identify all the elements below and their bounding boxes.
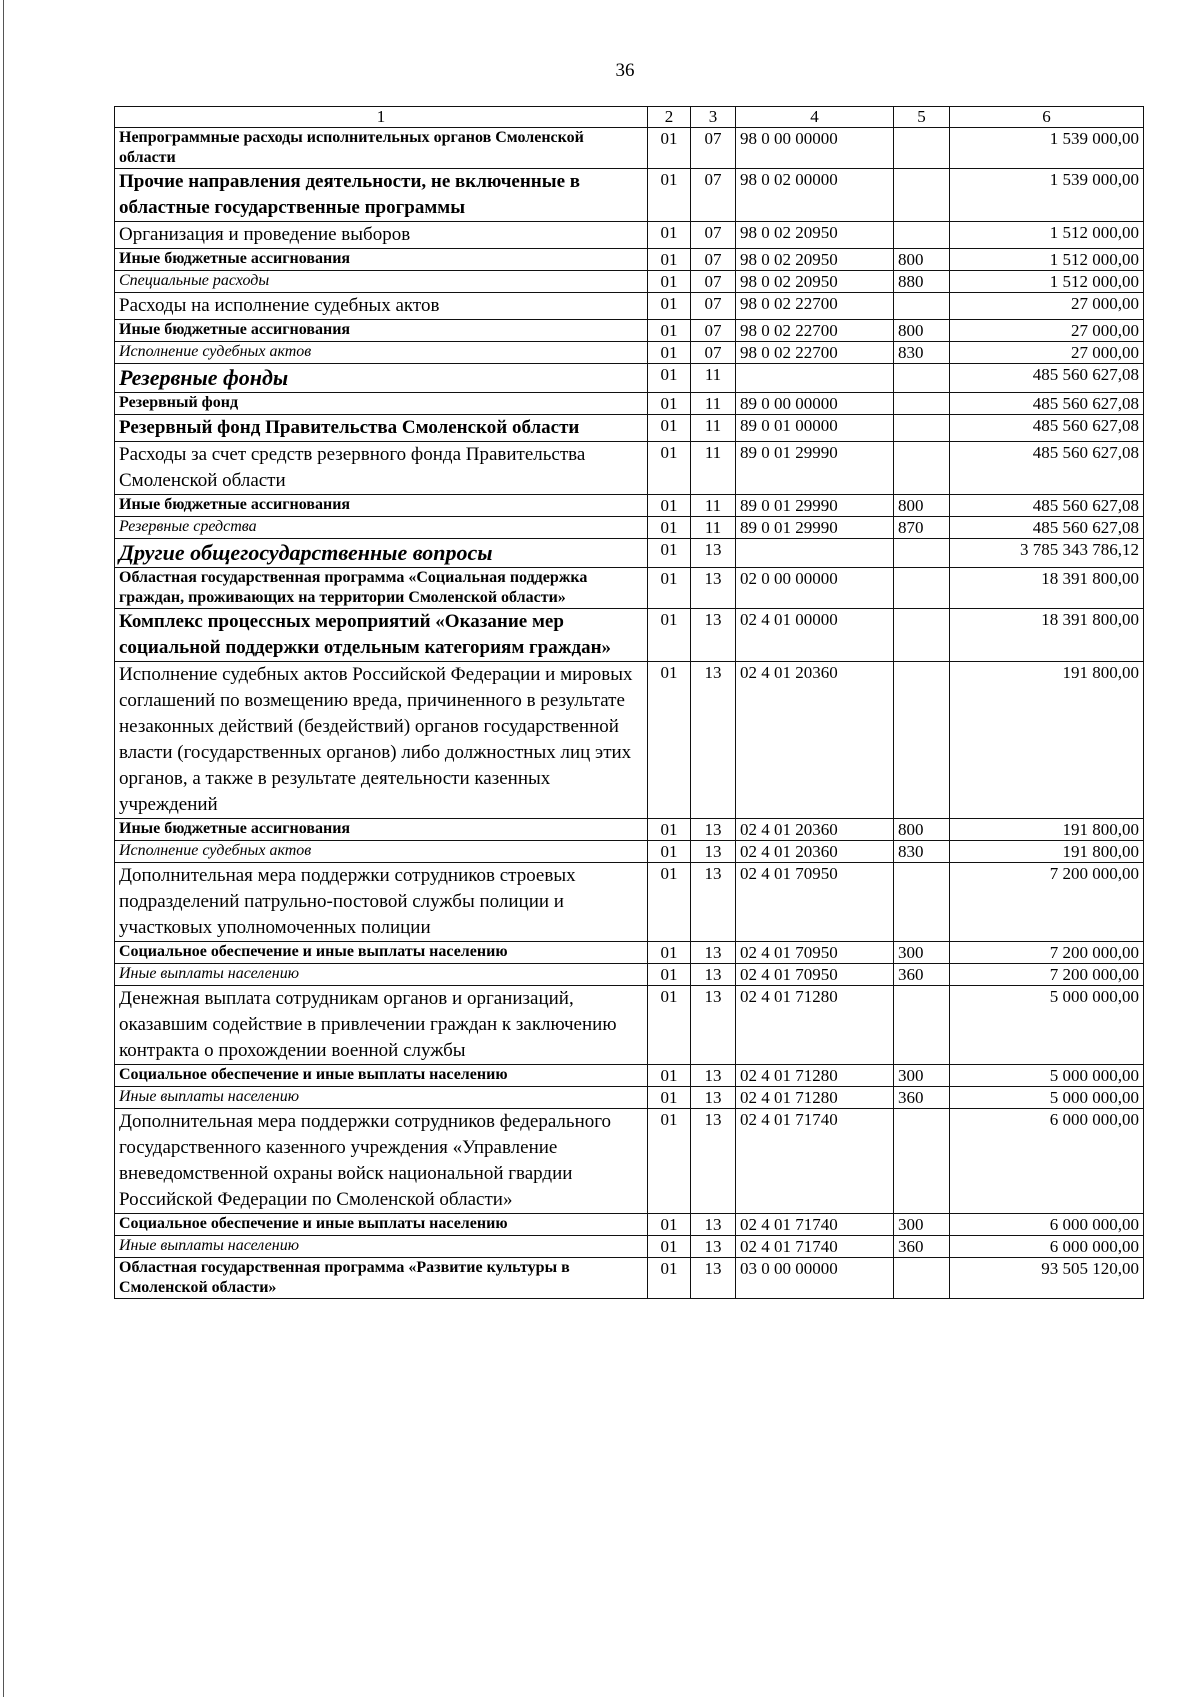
row-target-code-cell: 98 0 02 22700: [736, 320, 894, 342]
row-amount-cell: 7 200 000,00: [950, 863, 1144, 942]
header-cell-4: 4: [736, 107, 894, 128]
row-name-cell: Исполнение судебных актов: [115, 342, 648, 364]
row-subsection-code-cell: 07: [691, 293, 736, 320]
row-target-code-cell: 02 4 01 00000: [736, 609, 894, 662]
row-subsection-code-cell: 07: [691, 320, 736, 342]
row-name-cell: Иные выплаты населению: [115, 1087, 648, 1109]
row-expense-type-cell: 360: [894, 1087, 950, 1109]
row-section-code-cell: 01: [648, 819, 691, 841]
row-target-code-cell: 02 4 01 71740: [736, 1236, 894, 1258]
row-section-code-cell: 01: [648, 128, 691, 169]
row-amount-cell: 1 512 000,00: [950, 249, 1144, 271]
row-section-code-cell: 01: [648, 293, 691, 320]
row-subsection-code-cell: 13: [691, 568, 736, 609]
row-expense-type-cell: [894, 986, 950, 1065]
row-amount-cell: 27 000,00: [950, 293, 1144, 320]
row-subsection-code-cell: 11: [691, 517, 736, 539]
row-name-cell: Непрограммные расходы исполнительных органов Смоленской области: [115, 128, 648, 169]
row-target-code-cell: 98 0 00 00000: [736, 128, 894, 169]
row-section-code-cell: 01: [648, 169, 691, 222]
row-subsection-code-cell: 13: [691, 841, 736, 863]
row-amount-cell: 485 560 627,08: [950, 415, 1144, 442]
table-row: [115, 393, 1144, 415]
row-expense-type-cell: [894, 415, 950, 442]
row-section-code-cell: 01: [648, 539, 691, 568]
row-name-cell: Прочие направления деятельности, не включенные в областные государственные программы: [115, 169, 648, 222]
table-row: [115, 568, 1144, 609]
table-row: [115, 1258, 1144, 1299]
row-target-code-cell: 03 0 00 00000: [736, 1258, 894, 1299]
row-expense-type-cell: [894, 442, 950, 495]
row-subsection-code-cell: 13: [691, 1065, 736, 1087]
row-expense-type-cell: [894, 609, 950, 662]
row-target-code-cell: 98 0 02 00000: [736, 169, 894, 222]
row-target-code-cell: 02 4 01 20360: [736, 819, 894, 841]
table-row: [115, 1065, 1144, 1087]
row-expense-type-cell: 300: [894, 1065, 950, 1087]
row-name-cell: Иные бюджетные ассигнования: [115, 249, 648, 271]
row-section-code-cell: 01: [648, 964, 691, 986]
row-amount-cell: 191 800,00: [950, 662, 1144, 819]
row-section-code-cell: 01: [648, 415, 691, 442]
table-row: [115, 169, 1144, 222]
row-target-code-cell: 02 4 01 71740: [736, 1214, 894, 1236]
row-target-code-cell: 02 4 01 70950: [736, 964, 894, 986]
row-subsection-code-cell: 13: [691, 1214, 736, 1236]
row-target-code-cell: 89 0 01 29990: [736, 517, 894, 539]
row-target-code-cell: [736, 364, 894, 393]
row-section-code-cell: 01: [648, 568, 691, 609]
row-amount-cell: 485 560 627,08: [950, 495, 1144, 517]
row-target-code-cell: 89 0 00 00000: [736, 393, 894, 415]
row-target-code-cell: 98 0 02 22700: [736, 342, 894, 364]
table-row: [115, 1109, 1144, 1214]
header-cell-2: 2: [648, 107, 691, 128]
row-expense-type-cell: 800: [894, 320, 950, 342]
row-target-code-cell: 02 4 01 71740: [736, 1109, 894, 1214]
row-section-code-cell: 01: [648, 863, 691, 942]
row-expense-type-cell: 880: [894, 271, 950, 293]
row-name-cell: Дополнительная мера поддержки сотрудников строевых подразделений патрульно-постовой службы полиции и участковых уполномоченных полиции: [115, 863, 648, 942]
row-section-code-cell: 01: [648, 517, 691, 539]
row-name-cell: Комплекс процессных мероприятий «Оказание мер социальной поддержки отдельным категориям граждан»: [115, 609, 648, 662]
table-row: [115, 539, 1144, 568]
row-amount-cell: 5 000 000,00: [950, 1065, 1144, 1087]
row-name-cell: Специальные расходы: [115, 271, 648, 293]
budget-table-body: [115, 107, 1144, 1299]
table-row: [115, 819, 1144, 841]
table-row: [115, 271, 1144, 293]
row-expense-type-cell: [894, 293, 950, 320]
row-section-code-cell: 01: [648, 442, 691, 495]
table-row: [115, 863, 1144, 942]
table-row: [115, 320, 1144, 342]
header-cell-5: 5: [894, 107, 950, 128]
row-target-code-cell: 02 4 01 71280: [736, 1087, 894, 1109]
row-subsection-code-cell: 13: [691, 819, 736, 841]
table-row: [115, 1087, 1144, 1109]
table-row: [115, 986, 1144, 1065]
table-row: [115, 609, 1144, 662]
row-expense-type-cell: [894, 568, 950, 609]
row-section-code-cell: 01: [648, 393, 691, 415]
row-section-code-cell: 01: [648, 942, 691, 964]
budget-table-wrapper: [114, 106, 1143, 1299]
row-subsection-code-cell: 13: [691, 964, 736, 986]
row-name-cell: Расходы на исполнение судебных актов: [115, 293, 648, 320]
table-row: [115, 517, 1144, 539]
row-subsection-code-cell: 07: [691, 271, 736, 293]
row-section-code-cell: 01: [648, 1214, 691, 1236]
row-amount-cell: 1 539 000,00: [950, 128, 1144, 169]
row-amount-cell: 27 000,00: [950, 342, 1144, 364]
row-subsection-code-cell: 13: [691, 1087, 736, 1109]
scan-edge-line: [3, 0, 4, 1697]
table-row: [115, 364, 1144, 393]
table-row: [115, 442, 1144, 495]
row-target-code-cell: 89 0 01 29990: [736, 442, 894, 495]
row-amount-cell: 6 000 000,00: [950, 1214, 1144, 1236]
row-target-code-cell: 02 4 01 71280: [736, 986, 894, 1065]
row-subsection-code-cell: 13: [691, 539, 736, 568]
row-subsection-code-cell: 13: [691, 863, 736, 942]
row-expense-type-cell: [894, 393, 950, 415]
row-name-cell: Денежная выплата сотрудникам органов и организаций, оказавшим содействие в привлечении граждан к заключению контракта о прохождении военной службы: [115, 986, 648, 1065]
table-row: [115, 495, 1144, 517]
row-target-code-cell: 98 0 02 20950: [736, 222, 894, 249]
row-amount-cell: 485 560 627,08: [950, 442, 1144, 495]
row-amount-cell: 485 560 627,08: [950, 393, 1144, 415]
row-amount-cell: 93 505 120,00: [950, 1258, 1144, 1299]
row-amount-cell: 6 000 000,00: [950, 1109, 1144, 1214]
row-target-code-cell: 02 4 01 70950: [736, 942, 894, 964]
row-target-code-cell: [736, 539, 894, 568]
row-subsection-code-cell: 13: [691, 942, 736, 964]
row-name-cell: Организация и проведение выборов: [115, 222, 648, 249]
row-section-code-cell: 01: [648, 342, 691, 364]
row-expense-type-cell: [894, 662, 950, 819]
row-section-code-cell: 01: [648, 1236, 691, 1258]
row-expense-type-cell: 360: [894, 964, 950, 986]
row-amount-cell: 191 800,00: [950, 819, 1144, 841]
row-amount-cell: 485 560 627,08: [950, 517, 1144, 539]
page-number: 36: [615, 60, 635, 81]
row-subsection-code-cell: 13: [691, 662, 736, 819]
row-subsection-code-cell: 13: [691, 986, 736, 1065]
row-expense-type-cell: 800: [894, 249, 950, 271]
row-section-code-cell: 01: [648, 1109, 691, 1214]
row-section-code-cell: 01: [648, 271, 691, 293]
row-name-cell: Резервные средства: [115, 517, 648, 539]
row-expense-type-cell: 300: [894, 1214, 950, 1236]
row-name-cell: Социальное обеспечение и иные выплаты населению: [115, 1214, 648, 1236]
row-target-code-cell: 98 0 02 22700: [736, 293, 894, 320]
row-subsection-code-cell: 11: [691, 364, 736, 393]
row-target-code-cell: 89 0 01 00000: [736, 415, 894, 442]
row-name-cell: Социальное обеспечение и иные выплаты населению: [115, 942, 648, 964]
row-subsection-code-cell: 07: [691, 128, 736, 169]
row-expense-type-cell: [894, 1258, 950, 1299]
table-row: [115, 662, 1144, 819]
row-name-cell: Резервный фонд: [115, 393, 648, 415]
table-row: [115, 1214, 1144, 1236]
row-expense-type-cell: [894, 863, 950, 942]
row-amount-cell: 7 200 000,00: [950, 964, 1144, 986]
row-subsection-code-cell: 13: [691, 1236, 736, 1258]
row-section-code-cell: 01: [648, 364, 691, 393]
row-expense-type-cell: 830: [894, 342, 950, 364]
row-name-cell: Иные выплаты населению: [115, 964, 648, 986]
row-expense-type-cell: [894, 539, 950, 568]
row-expense-type-cell: [894, 364, 950, 393]
row-subsection-code-cell: 13: [691, 1258, 736, 1299]
row-subsection-code-cell: 07: [691, 222, 736, 249]
header-cell-3: 3: [691, 107, 736, 128]
row-section-code-cell: 01: [648, 249, 691, 271]
row-amount-cell: 3 785 343 786,12: [950, 539, 1144, 568]
row-amount-cell: 18 391 800,00: [950, 609, 1144, 662]
row-name-cell: Областная государственная программа «Развитие культуры в Смоленской области»: [115, 1258, 648, 1299]
header-cell-1: 1: [115, 107, 648, 128]
table-row: [115, 841, 1144, 863]
row-subsection-code-cell: 07: [691, 342, 736, 364]
row-expense-type-cell: [894, 169, 950, 222]
row-section-code-cell: 01: [648, 986, 691, 1065]
table-header-row: [115, 107, 1144, 128]
row-name-cell: Резервный фонд Правительства Смоленской области: [115, 415, 648, 442]
row-expense-type-cell: [894, 1109, 950, 1214]
row-expense-type-cell: [894, 222, 950, 249]
row-amount-cell: 7 200 000,00: [950, 942, 1144, 964]
row-name-cell: Дополнительная мера поддержки сотрудников федерального государственного казенного учреждения «Управление вневедомственной охраны войск национальной гвардии Российской Федерации по Смоленской области»: [115, 1109, 648, 1214]
row-target-code-cell: 02 4 01 71280: [736, 1065, 894, 1087]
row-section-code-cell: 01: [648, 495, 691, 517]
budget-table: [114, 106, 1144, 1299]
table-row: [115, 222, 1144, 249]
row-name-cell: Иные бюджетные ассигнования: [115, 495, 648, 517]
row-expense-type-cell: 300: [894, 942, 950, 964]
row-name-cell: Расходы за счет средств резервного фонда Правительства Смоленской области: [115, 442, 648, 495]
row-section-code-cell: 01: [648, 1065, 691, 1087]
row-target-code-cell: 02 4 01 20360: [736, 841, 894, 863]
row-subsection-code-cell: 13: [691, 1109, 736, 1214]
row-subsection-code-cell: 07: [691, 249, 736, 271]
row-amount-cell: 1 512 000,00: [950, 271, 1144, 293]
row-subsection-code-cell: 11: [691, 495, 736, 517]
table-row: [115, 293, 1144, 320]
row-section-code-cell: 01: [648, 841, 691, 863]
header-cell-6: 6: [950, 107, 1144, 128]
row-subsection-code-cell: 07: [691, 169, 736, 222]
row-name-cell: Социальное обеспечение и иные выплаты населению: [115, 1065, 648, 1087]
row-amount-cell: 27 000,00: [950, 320, 1144, 342]
row-amount-cell: 18 391 800,00: [950, 568, 1144, 609]
row-name-cell: Иные бюджетные ассигнования: [115, 819, 648, 841]
row-target-code-cell: 98 0 02 20950: [736, 271, 894, 293]
row-amount-cell: 485 560 627,08: [950, 364, 1144, 393]
row-amount-cell: 5 000 000,00: [950, 986, 1144, 1065]
table-row: [115, 942, 1144, 964]
row-expense-type-cell: 800: [894, 495, 950, 517]
table-row: [115, 249, 1144, 271]
row-expense-type-cell: 870: [894, 517, 950, 539]
row-section-code-cell: 01: [648, 320, 691, 342]
row-target-code-cell: 02 0 00 00000: [736, 568, 894, 609]
row-name-cell: Иные выплаты населению: [115, 1236, 648, 1258]
row-expense-type-cell: [894, 128, 950, 169]
row-section-code-cell: 01: [648, 662, 691, 819]
table-row: [115, 964, 1144, 986]
row-target-code-cell: 02 4 01 70950: [736, 863, 894, 942]
row-name-cell: Иные бюджетные ассигнования: [115, 320, 648, 342]
row-subsection-code-cell: 11: [691, 415, 736, 442]
row-expense-type-cell: 360: [894, 1236, 950, 1258]
row-name-cell: Исполнение судебных актов: [115, 841, 648, 863]
row-target-code-cell: 02 4 01 20360: [736, 662, 894, 819]
table-row: [115, 128, 1144, 169]
table-row: [115, 415, 1144, 442]
row-target-code-cell: 98 0 02 20950: [736, 249, 894, 271]
row-section-code-cell: 01: [648, 609, 691, 662]
row-amount-cell: 1 512 000,00: [950, 222, 1144, 249]
row-subsection-code-cell: 13: [691, 609, 736, 662]
table-row: [115, 342, 1144, 364]
row-target-code-cell: 89 0 01 29990: [736, 495, 894, 517]
row-name-cell: Резервные фонды: [115, 364, 648, 393]
row-amount-cell: 191 800,00: [950, 841, 1144, 863]
row-amount-cell: 1 539 000,00: [950, 169, 1144, 222]
table-row: [115, 1236, 1144, 1258]
row-name-cell: Другие общегосударственные вопросы: [115, 539, 648, 568]
row-section-code-cell: 01: [648, 1087, 691, 1109]
row-amount-cell: 5 000 000,00: [950, 1087, 1144, 1109]
row-name-cell: Областная государственная программа «Социальная поддержка граждан, проживающих на территории Смоленской области»: [115, 568, 648, 609]
row-section-code-cell: 01: [648, 222, 691, 249]
row-name-cell: Исполнение судебных актов Российской Федерации и мировых соглашений по возмещению вреда, причиненного в результате незаконных действий (бездействий) органов государственной власти (государственных органов) либо должностных лиц этих органов, а также в результате деятельности казенных учреждений: [115, 662, 648, 819]
row-subsection-code-cell: 11: [691, 393, 736, 415]
row-subsection-code-cell: 11: [691, 442, 736, 495]
row-section-code-cell: 01: [648, 1258, 691, 1299]
row-expense-type-cell: 800: [894, 819, 950, 841]
row-expense-type-cell: 830: [894, 841, 950, 863]
row-amount-cell: 6 000 000,00: [950, 1236, 1144, 1258]
